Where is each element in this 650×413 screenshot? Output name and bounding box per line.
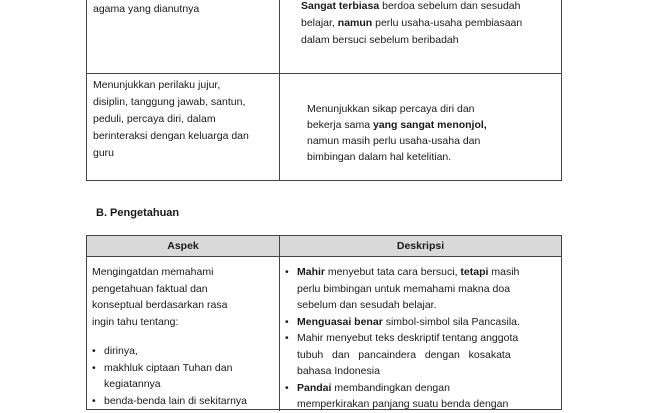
list-item: • makhluk ciptaan Tuhan dan kegiatannya	[92, 360, 276, 393]
pengetahuan-deskripsi	[285, 264, 557, 413]
aspek-bullet-list	[92, 343, 276, 409]
sikap-table-col-divider	[279, 0, 280, 180]
pengetahuan-table	[86, 235, 562, 410]
header-deskripsi: Deskripsi	[280, 236, 561, 257]
header-aspek: Aspek	[87, 236, 279, 257]
sikap-row1-aspek: agama yang dianutnya	[93, 3, 200, 15]
pengetahuan-aspek: Mengingatdan memahami pengetahuan faktual dan konseptual berdasarkan rasa ingin tahu tentang: • dirinya, • makhluk ciptaan Tuhan dan kegiatannya • benda-benda lain di sekitarnya	[92, 264, 276, 409]
list-item: • benda-benda lain di sekitarnya	[92, 393, 276, 410]
sikap-table	[86, 0, 562, 181]
sikap-row2-aspek: Menunjukkan perilaku jujur, disiplin, tanggung jawab, santun, peduli, percaya diri, dalam berinteraksi dengan keluarga dan guru	[93, 79, 249, 159]
sikap-row2-deskripsi: Menunjukkan sikap percaya diri dan bekerja sama yang sangat menonjol, namun masih perlu usaha-usaha dan bimbingan dalam hal ketelitian.	[307, 103, 487, 163]
deskripsi-bullet-list	[285, 264, 557, 413]
list-item: • Mahir menyebut tata cara bersuci, tetapi masih perlu bimbingan untuk memahami makna doa sebelum dan sesudah belajar.	[285, 264, 557, 314]
list-item: • Mahir menyebut teks deskriptif tentang anggota tubuh dan pancaindera dengan kosakata bahasa Indonesia	[285, 330, 557, 380]
pengetahuan-col-divider	[279, 236, 280, 411]
list-item: • Pandai membandingkan dengan memperkirakan panjang suatu benda dengan	[285, 380, 557, 413]
sikap-row1-deskripsi: Sangat terbiasa berdoa sebelum dan sesudah belajar, namun perlu usaha-usaha pembiasaan dalam bersuci sebelum beribadah	[301, 0, 523, 46]
list-item: • Menguasai benar simbol-simbol sila Pancasila.	[285, 314, 557, 331]
section-b-title: B. Pengetahuan	[96, 207, 180, 219]
sikap-table-row-divider	[87, 73, 561, 74]
list-item: • dirinya,	[92, 343, 276, 360]
